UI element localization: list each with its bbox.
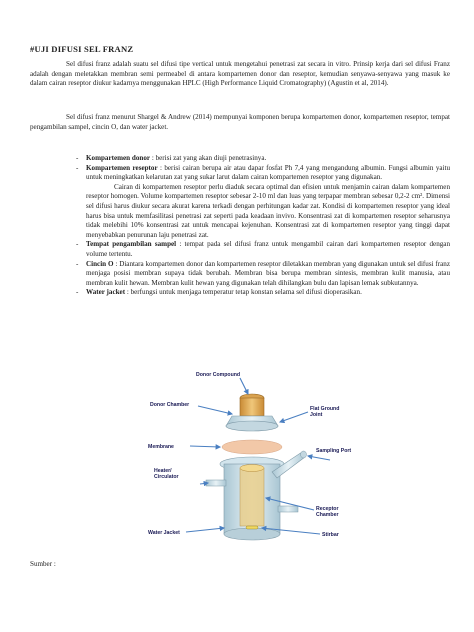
label-stirbar: Stirbar xyxy=(322,532,339,538)
label-receptor-chamber: Receptor Chamber xyxy=(316,506,339,518)
intro-text: Sel difusi franz adalah suatu sel difusi tipe vertical untuk mengetahui penetrasi zat secara in vitro. Prinsip kerja dari sel difusi Franz adalah dengan meletakkan membran semi permeabel di antara kompartemen donor dan reseptor, kemudian senyawa-senyawa yang masuk ke dalam cairan reseptor diukur kadarnya menggunakan HPLC (High Performance Liquid Cromatography) (Agustin et al, 2014). xyxy=(30,60,450,88)
item-desc: : Diantara kompartemen donor dan kompartemen reseptor diletakkan membran yang digunakan untuk sel difusi franz menjaga posisi membran supaya tidak berubah. Membran bisa berupa membran sintesis, membran kulit manusia, atau membran kulit hewan. Membran kulit hewan yang digunakan telah dihilangkan bulu dan lapisan lemak subkutannya. xyxy=(86,259,450,287)
donor-chamber-shape xyxy=(226,394,278,431)
source-label: Sumber : xyxy=(30,560,56,568)
list-item: - Cincin O : Diantara kompartemen donor dan kompartemen reseptor diletakkan membran yang digunakan untuk sel difusi franz menjaga posisi membran supaya tidak berubah. Membran bisa berupa membran sintesis, membran kulit manusia, atau membran kulit hewan. Membran kulit hewan yang digunakan telah dihilangkan bulu dan lapisan lemak subkutannya. xyxy=(76,259,450,287)
section-heading: #UJI DIFUSI SEL FRANZ xyxy=(30,44,134,54)
receptor-note xyxy=(86,183,450,241)
label-heater: Heater/ Circulator xyxy=(154,468,179,480)
list-item: - Tempat pengambilan sampel : tempat pada sel difusi franz untuk mengambil cairan dari kompartemen reseptor dengan volume tertentu. xyxy=(76,240,450,258)
components-list xyxy=(76,154,451,298)
item-term: Cincin O xyxy=(86,259,114,268)
item-desc: : tempat pada sel difusi franz untuk mengambil cairan dari kompartemen reseptor dengan volume tertentu. xyxy=(86,240,450,258)
franz-cell-svg xyxy=(140,368,380,548)
receptor-body-shape xyxy=(206,451,307,540)
label-sampling-port: Sampling Port xyxy=(316,448,352,454)
label-donor-chamber: Donor Chamber xyxy=(150,402,190,408)
item-desc: : berisi cairan berupa air atau dapar fosfat Ph 7,4 yang mengandung albumin. Fungsi albumin yaitu untuk meningkatkan kelarutan zat yang sukar larut dalam cairan kompartemen reseptor yang digunakan. xyxy=(86,163,451,182)
membrane-shape xyxy=(222,440,282,454)
label-membrane: Membrane xyxy=(148,444,174,450)
list-item: - Kompartemen donor : berisi zat yang akan diuji penetrasinya. xyxy=(76,154,267,162)
receptor-note-text: Cairan di kompartemen reseptor perlu diaduk secara optimal dan efisien untuk menjamin cairan dalam kompartemen reseptor homogen. Volume kompartemen reseptor sebesar 2-10 ml dan luas yang terpapar membran sebesar 0,2-2 cm². Dimensi sel difusi harus diukur secara akurat karena terkadi dengan perhitungan kadar zat. Kondisi di kompartemen reseptor yang ideal harus bisa untuk memfasilitasi penetrasi zat seperti pada keadaan invivo. Konsentrasi zat di kompartemen reseptor seharusnya tidak melebihi 10% konsentrasi zat untuk mencapai kejenuhan. Konsentrasi zat di kompartemen reseptor yang tinggi dapat menyebabkan penurunan laju penetrasi zat. xyxy=(86,182,450,239)
list-item: - Kompartemen reseptor : berisi cairan berupa air atau dapar fosfat Ph 7,4 yang mengandung albumin. Fungsi albumin yaitu untuk meningkatkan kelarutan zat yang sukar larut dalam cairan kompartemen reseptor yang digunakan. Cairan di kompartemen reseptor perlu diaduk secara optimal dan efisien untuk menjamin cairan dalam kompartemen reseptor homogen. Volume kompartemen reseptor sebesar 2-10 ml dan luas yang terpapar membran sebesar 0,2-2 cm². Dimensi sel difusi harus diukur secara akurat karena terkadi dengan perhitungan kadar zat. Kondisi di kompartemen reseptor yang ideal harus bisa untuk memfasilitasi penetrasi zat seperti pada keadaan invivo. Konsentrasi zat di kompartemen reseptor seharusnya tidak melebihi 10% konsentrasi zat untuk mencapai kejenuhan. Konsentrasi zat di kompartemen reseptor yang tinggi dapat menyebabkan penurunan laju penetrasi zat. xyxy=(76,163,451,239)
item-desc: : berisi zat yang akan diuji penetrasinya. xyxy=(150,154,267,162)
item-term: Water jacket xyxy=(86,288,126,297)
item-term: Tempat pengambilan sampel xyxy=(86,240,177,249)
label-donor-compound: Donor Compound xyxy=(196,372,241,378)
components-paragraph xyxy=(30,113,450,132)
components-text: Sel difusi franz menurut Shargel & Andrew (2014) mempunyai komponen berupa kompartemen donor, kompartemen reseptor, tempat pengambilan sampel, cincin O, dan water jacket. xyxy=(30,113,450,131)
label-flat-ground: Flat Ground Joint xyxy=(310,406,340,418)
label-water-jacket: Water Jacket xyxy=(148,530,180,536)
list-item: - Water jacket : berfungsi untuk menjaga temperatur tetap konstan selama sel difusi dioperasikan. xyxy=(76,288,362,297)
item-term: Kompartemen donor xyxy=(86,154,151,162)
item-desc: : berfungsi untuk menjaga temperatur tetap konstan selama sel difusi dioperasikan. xyxy=(125,288,362,297)
franz-cell-diagram xyxy=(140,368,380,548)
intro-paragraph xyxy=(30,60,450,89)
item-term: Kompartemen reseptor xyxy=(86,163,158,172)
